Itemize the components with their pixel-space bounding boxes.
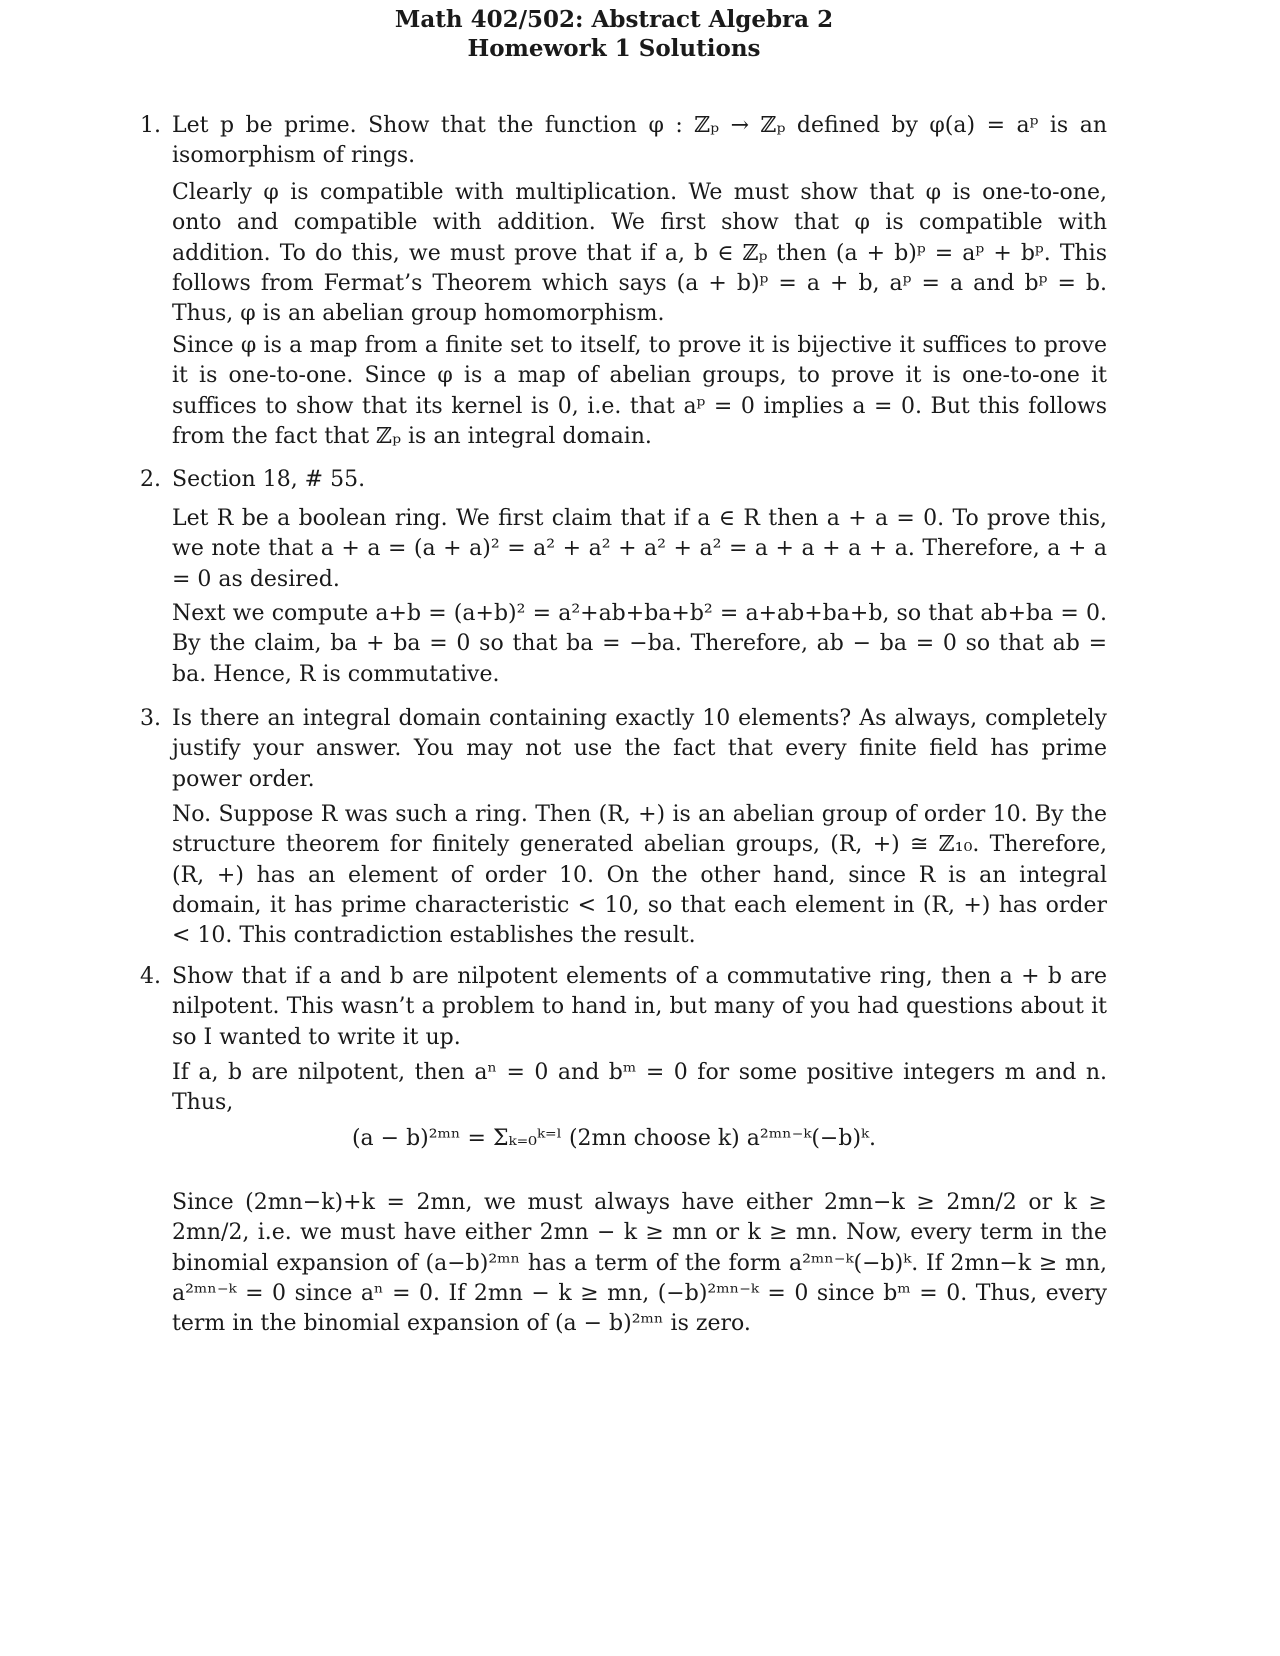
solution-paragraph: Next we compute a+b = (a+b)² = a²+ab+ba+b² = a+ab+ba+b, so that ab+ba = 0. By the claim, ba + ba = 0 so that ba = −ba. Therefore, ab − ba = 0 so that ab = ba. Hence, R is commutative.: [172, 601, 1107, 687]
solution-paragraph: Since φ is a map from a finite set to itself, to prove it is bijective it suffices to prove it is one-to-one. Since φ is a map of abelian groups, to prove it is one-to-one it suffices to show that its kernel is 0, i.e. that aᵖ = 0 implies a = 0. But this follows from the fact that ℤₚ is an integral domain.: [172, 333, 1107, 449]
problem-statement: Let p be prime. Show that the function φ : ℤₚ → ℤₚ defined by φ(a) = aᵖ is an isomorphism of rings.: [172, 113, 1107, 169]
solution-paragraph: Let R be a boolean ring. We first claim that if a ∈ R then a + a = 0. To prove this, we note that a + a = (a + a)² = a² + a² + a² + a² = a + a + a + a. Therefore, a + a = 0 as desired.: [172, 506, 1107, 592]
solution-paragraph: Clearly φ is compatible with multiplication. We must show that φ is one-to-one, onto and compatible with addition. We first show that φ is compatible with addition. To do this, we must prove that if a, b ∈ ℤₚ then (a + b)ᵖ = aᵖ + bᵖ. This follows from Fermat’s Theorem which says (a + b)ᵖ = a + b, aᵖ = a and bᵖ = b. Thus, φ is an abelian group homomorphism.: [172, 180, 1107, 327]
solution-paragraph: If a, b are nilpotent, then aⁿ = 0 and bᵐ = 0 for some positive integers m and n. Thus,: [172, 1060, 1107, 1116]
solution-paragraph: No. Suppose R was such a ring. Then (R, +) is an abelian group of order 10. By the structure theorem for finitely generated abelian groups, (R, +) ≅ ℤ₁₀. Therefore, (R, +) has an element of order 10. On the other hand, since R is an integral domain, it has prime characteristic < 10, so that each element in (R, +) has order < 10. This contradiction establishes the result.: [172, 802, 1107, 949]
page-title: Math 402/502: Abstract Algebra 2: [394, 6, 834, 33]
page-subtitle: Homework 1 Solutions: [467, 35, 761, 62]
problem-statement: Is there an integral domain containing exactly 10 elements? As always, completely justify your answer. You may not use the fact that every finite field has prime power order.: [172, 706, 1107, 792]
problem-number: 2.: [140, 467, 161, 492]
problem-statement: Section 18, # 55.: [172, 467, 366, 492]
problem-number: 1.: [140, 113, 161, 138]
problem-statement: Show that if a and b are nilpotent elements of a commutative ring, then a + b are nilpotent. This wasn’t a problem to hand in, but many of you had questions about it so I wanted to write it up.: [172, 964, 1107, 1050]
binomial-equation: (a − b)²ᵐⁿ = Σₖ₌₀ᵏ⁼ˡ (2mn choose k) a²ᵐⁿ⁻ᵏ(−b)ᵏ.: [351, 1126, 877, 1151]
solution-paragraph: Since (2mn−k)+k = 2mn, we must always have either 2mn−k ≥ 2mn/2 or k ≥ 2mn/2, i.e. we must have either 2mn − k ≥ mn or k ≥ mn. Now, every term in the binomial expansion of (a−b)²ᵐⁿ has a term of the form a²ᵐⁿ⁻ᵏ(−b)ᵏ. If 2mn−k ≥ mn, a²ᵐⁿ⁻ᵏ = 0 since aⁿ = 0. If 2mn − k ≥ mn, (−b)²ᵐⁿ⁻ᵏ = 0 since bᵐ = 0. Thus, every term in the binomial expansion of (a − b)²ᵐⁿ is zero.: [172, 1190, 1107, 1337]
problem-number: 3.: [140, 706, 161, 731]
problem-number: 4.: [140, 964, 161, 989]
